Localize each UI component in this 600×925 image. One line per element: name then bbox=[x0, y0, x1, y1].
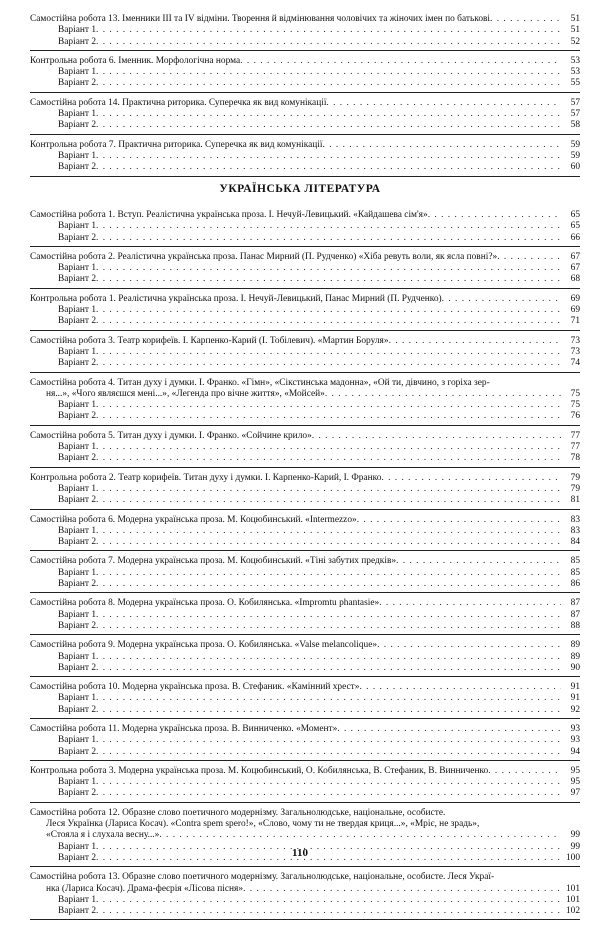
entry-title: Варіант 2 bbox=[58, 495, 97, 506]
toc-entry-title-row bbox=[30, 515, 580, 526]
variant-row bbox=[30, 537, 580, 548]
variant-row bbox=[30, 526, 580, 537]
dot-leader bbox=[497, 252, 561, 263]
entry-page: 78 bbox=[570, 453, 580, 464]
variant-row bbox=[30, 663, 580, 674]
entry-page: 69 bbox=[570, 293, 580, 304]
toc-entry-title-row bbox=[30, 682, 580, 693]
entry-title: Самостійна робота 8. Модерна українська проза. О. Кобилянська. «Impromtu phantasie» bbox=[30, 598, 380, 609]
variant-row bbox=[30, 305, 580, 316]
entry-page: 79 bbox=[570, 483, 580, 494]
dot-leader bbox=[96, 621, 561, 632]
dot-leader bbox=[490, 14, 561, 25]
toc-entry bbox=[30, 682, 580, 719]
toc-entry-title-row bbox=[30, 56, 580, 67]
toc-entry bbox=[30, 336, 580, 373]
entry-title: Контрольна робота 2. Театр корифеїв. Титан духу і думки. І. Карпенко-Карий, І. Франко bbox=[30, 472, 382, 483]
toc-entry-title-row bbox=[30, 252, 580, 263]
entry-title: Варіант 1 bbox=[58, 67, 97, 78]
entry-title: Варіант 1 bbox=[58, 109, 97, 120]
dot-leader bbox=[96, 221, 561, 232]
variant-row bbox=[30, 777, 580, 788]
dot-leader bbox=[442, 294, 561, 305]
dot-leader bbox=[96, 735, 561, 746]
entry-page: 73 bbox=[570, 346, 580, 357]
toc-entry bbox=[30, 473, 580, 510]
entry-title: Самостійна робота 10. Модерна українська проза. В. Стефаник. «Камінний хрест» bbox=[30, 682, 360, 693]
entry-title: Варіант 1 bbox=[58, 777, 97, 788]
entry-page: 73 bbox=[570, 335, 580, 346]
entry-title: Варіант 1 bbox=[58, 609, 97, 620]
entry-title: Варіант 1 bbox=[58, 525, 97, 536]
literature-toc-list bbox=[30, 210, 580, 925]
entry-title: «Стояла я і слухала весну...» bbox=[46, 830, 160, 841]
entry-title: Варіант 1 bbox=[58, 221, 97, 232]
variant-row bbox=[30, 67, 580, 78]
entry-title: ня...», «Чого являєшся мені...», «Легенда про вічне життя», «Мойсей» bbox=[46, 388, 325, 399]
variant-row bbox=[30, 495, 580, 506]
variant-row bbox=[30, 316, 580, 327]
dot-leader bbox=[379, 598, 561, 609]
entry-title: Варіант 2 bbox=[58, 316, 97, 327]
entry-title: Варіант 2 bbox=[58, 274, 97, 285]
entry-page: 100 bbox=[565, 852, 580, 863]
toc-entry-title-row bbox=[30, 14, 580, 25]
dot-leader bbox=[337, 724, 561, 735]
dot-leader bbox=[96, 495, 561, 506]
dot-leader bbox=[96, 316, 561, 327]
dot-leader bbox=[96, 109, 561, 120]
toc-entry bbox=[30, 515, 580, 552]
entry-title: Варіант 2 bbox=[58, 746, 97, 757]
toc-entry bbox=[30, 766, 580, 803]
dot-leader bbox=[96, 906, 561, 917]
toc-entry-title-row bbox=[30, 336, 580, 347]
variant-row bbox=[30, 442, 580, 453]
variant-row bbox=[30, 162, 580, 173]
dot-leader bbox=[96, 610, 561, 621]
toc-entry bbox=[30, 378, 580, 426]
dot-leader bbox=[96, 233, 561, 244]
entry-title: Самостійна робота 6. Модерна українська проза. М. Коцюбинський. «Intermezzo» bbox=[30, 514, 357, 525]
dot-leader bbox=[96, 693, 561, 704]
variant-row bbox=[30, 411, 580, 422]
dot-leader bbox=[96, 25, 561, 36]
variant-row bbox=[30, 109, 580, 120]
entry-page: 89 bbox=[570, 651, 580, 662]
variant-row bbox=[30, 25, 580, 36]
variant-row bbox=[30, 37, 580, 48]
entry-page: 95 bbox=[570, 777, 580, 788]
dot-leader bbox=[96, 347, 561, 358]
entry-page: 51 bbox=[570, 14, 580, 24]
variant-row bbox=[30, 895, 580, 906]
entry-title: Контрольна робота 1. Реалістична українська проза. І. Нечуй-Левицький, Панас Мирний (П. Рудченко) bbox=[30, 293, 442, 304]
variant-row bbox=[30, 358, 580, 369]
variant-row bbox=[30, 78, 580, 89]
variant-row bbox=[30, 579, 580, 590]
entry-title: Варіант 2 bbox=[58, 78, 97, 89]
dot-leader bbox=[357, 515, 561, 526]
variant-row bbox=[30, 151, 580, 162]
entry-page: 99 bbox=[570, 830, 580, 841]
variant-row bbox=[30, 621, 580, 632]
dot-leader bbox=[396, 556, 561, 567]
dot-leader bbox=[159, 830, 561, 841]
dot-leader bbox=[96, 78, 561, 89]
entry-page: 51 bbox=[570, 25, 580, 36]
entry-page: 59 bbox=[570, 150, 580, 161]
entry-title: Варіант 1 bbox=[58, 735, 97, 746]
dot-leader bbox=[243, 884, 561, 895]
entry-page: 85 bbox=[570, 567, 580, 578]
variant-row bbox=[30, 652, 580, 663]
entry-title: Варіант 2 bbox=[58, 579, 97, 590]
entry-title: Самостійна робота 7. Модерна українська проза. М. Коцюбинський. «Тіні забутих предків» bbox=[30, 556, 397, 567]
variant-row bbox=[30, 705, 580, 716]
toc-entry bbox=[30, 724, 580, 761]
entry-title: Контрольна робота 3. Модерна українська проза. М. Коцюбинський, О. Кобилянська, В. Стефаник, В. Винниченко bbox=[30, 765, 489, 776]
entry-page: 60 bbox=[570, 162, 580, 173]
entry-page: 71 bbox=[570, 316, 580, 327]
entry-page: 87 bbox=[570, 609, 580, 620]
entry-page: 75 bbox=[570, 388, 580, 399]
entry-page: 102 bbox=[565, 906, 580, 917]
entry-title: Варіант 2 bbox=[58, 358, 97, 369]
toc-entry bbox=[30, 598, 580, 635]
entry-title: Варіант 1 bbox=[58, 25, 97, 36]
toc-entry bbox=[30, 556, 580, 593]
dot-leader bbox=[96, 652, 561, 663]
entry-page: 91 bbox=[570, 682, 580, 693]
entry-page: 68 bbox=[570, 274, 580, 285]
entry-page: 101 bbox=[565, 883, 580, 894]
toc-entry-title-row bbox=[30, 98, 580, 109]
entry-title: Самостійна робота 3. Театр корифеїв. І. Карпенко-Карий (І. Тобілевич). «Мартин Боруля» bbox=[30, 335, 389, 346]
entry-page: 81 bbox=[570, 495, 580, 506]
dot-leader bbox=[96, 162, 561, 173]
entry-page: 91 bbox=[570, 693, 580, 704]
entry-title: Самостійна робота 11. Модерна українська проза. В. Винниченко. «Момент» bbox=[30, 723, 338, 734]
variant-row bbox=[30, 453, 580, 464]
entry-title: Варіант 2 bbox=[58, 788, 97, 799]
dot-leader bbox=[96, 705, 561, 716]
entry-page: 95 bbox=[570, 765, 580, 776]
dot-leader bbox=[96, 358, 561, 369]
dot-leader bbox=[96, 400, 561, 411]
variant-row bbox=[30, 788, 580, 799]
entry-page: 86 bbox=[570, 579, 580, 590]
entry-title: Варіант 1 bbox=[58, 894, 97, 905]
toc-entry-title-row bbox=[30, 140, 580, 151]
entry-page: 97 bbox=[570, 788, 580, 799]
entry-page: 58 bbox=[570, 120, 580, 131]
dot-leader bbox=[377, 640, 561, 651]
entry-page: 75 bbox=[570, 400, 580, 411]
variant-row bbox=[30, 735, 580, 746]
dot-leader bbox=[96, 442, 561, 453]
entry-page: 66 bbox=[570, 232, 580, 243]
page-number: 110 bbox=[292, 847, 308, 859]
entry-page: 93 bbox=[570, 735, 580, 746]
entry-title: Варіант 2 bbox=[58, 852, 97, 863]
dot-leader bbox=[389, 336, 561, 347]
toc-entry-title-row bbox=[30, 766, 580, 777]
entry-title: Варіант 2 bbox=[58, 162, 97, 173]
toc-entry bbox=[30, 431, 580, 468]
dot-leader bbox=[96, 305, 561, 316]
variant-row bbox=[30, 233, 580, 244]
entry-page: 77 bbox=[570, 442, 580, 453]
entry-title-line: Самостійна робота 13. Образне слово поетичного модернізму. Загальнолюдське, національне, особисте. Леся Украї- bbox=[30, 872, 495, 883]
toc-entry-title-row bbox=[30, 294, 580, 305]
entry-title: Варіант 1 bbox=[58, 567, 97, 578]
dot-leader bbox=[96, 274, 561, 285]
dot-leader bbox=[96, 788, 561, 799]
dot-leader bbox=[323, 140, 562, 151]
toc-entry-title-row bbox=[30, 884, 580, 895]
dot-leader bbox=[96, 37, 561, 48]
dot-leader bbox=[96, 120, 561, 131]
entry-page: 67 bbox=[570, 251, 580, 262]
entry-page: 65 bbox=[570, 221, 580, 232]
entry-page: 52 bbox=[570, 36, 580, 47]
entry-title: Варіант 1 bbox=[58, 150, 97, 161]
entry-title: Варіант 1 bbox=[58, 651, 97, 662]
entry-title: Самостійна робота 9. Модерна українська проза. О. Кобилянська. «Valse melancolique» bbox=[30, 640, 378, 651]
toc-entry-title-row bbox=[30, 640, 580, 651]
dot-leader bbox=[96, 895, 561, 906]
dot-leader bbox=[359, 682, 561, 693]
dot-leader bbox=[96, 67, 561, 78]
entry-page: 87 bbox=[570, 598, 580, 609]
dot-leader bbox=[96, 453, 561, 464]
entry-page: 85 bbox=[570, 556, 580, 567]
entry-title: Варіант 2 bbox=[58, 704, 97, 715]
variant-row bbox=[30, 484, 580, 495]
entry-page: 101 bbox=[565, 894, 580, 905]
entry-title: Самостійна робота 1. Вступ. Реалістична українська проза. І. Нечуй-Левицький. «Кайдашева сім'я» bbox=[30, 210, 428, 220]
entry-page: 88 bbox=[570, 620, 580, 631]
entry-page: 83 bbox=[570, 514, 580, 525]
entry-page: 74 bbox=[570, 358, 580, 369]
entry-title: нка (Лариса Косач). Драма-феєрія «Лісова пісня» bbox=[46, 883, 244, 894]
entry-title: Варіант 1 bbox=[58, 841, 97, 852]
dot-leader bbox=[96, 484, 561, 495]
dot-leader bbox=[312, 431, 561, 442]
entry-page: 77 bbox=[570, 430, 580, 441]
dot-leader bbox=[96, 568, 561, 579]
dot-leader bbox=[96, 663, 561, 674]
toc-entry-title-row bbox=[30, 473, 580, 484]
variant-row bbox=[30, 693, 580, 704]
entry-title: Варіант 1 bbox=[58, 483, 97, 494]
toc-entry bbox=[30, 210, 580, 247]
entry-title: Самостійна робота 2. Реалістична українська проза. Панас Мирний (П. Рудченко) «Хіба ревуть воли, як ясла повні?» bbox=[30, 251, 498, 262]
language-toc-list bbox=[30, 14, 580, 182]
variant-row bbox=[30, 747, 580, 758]
dot-leader bbox=[96, 537, 561, 548]
toc-entry bbox=[30, 872, 580, 920]
toc-entry-title-row bbox=[30, 389, 580, 400]
entry-title-line: Леся Українка (Лариса Косач). «Contra spem spero!», «Слово, чому ти не твердая криця...», «Мріє, не зрадь», bbox=[46, 819, 480, 830]
entry-title: Варіант 2 bbox=[58, 411, 97, 422]
entry-title: Варіант 1 bbox=[58, 305, 97, 316]
toc-entry-title-row bbox=[30, 724, 580, 735]
entry-page: 99 bbox=[570, 841, 580, 852]
entry-page: 67 bbox=[570, 263, 580, 274]
variant-row bbox=[30, 906, 580, 917]
variant-row bbox=[30, 347, 580, 358]
dot-leader bbox=[381, 473, 561, 484]
dot-leader bbox=[428, 210, 561, 221]
entry-page: 84 bbox=[570, 537, 580, 548]
variant-row bbox=[30, 568, 580, 579]
toc-entry-title-row bbox=[30, 830, 580, 841]
toc-entry bbox=[30, 294, 580, 331]
toc-entry bbox=[30, 56, 580, 93]
entry-title: Варіант 2 bbox=[58, 620, 97, 631]
entry-title: Варіант 2 bbox=[58, 232, 97, 243]
entry-title-line: Самостійна робота 12. Образне слово поетичного модернізму. Загальнолюдське, національне, особисте. bbox=[30, 807, 446, 818]
dot-leader bbox=[96, 747, 561, 758]
toc-entry bbox=[30, 640, 580, 677]
toc-entry-title-row bbox=[30, 210, 580, 221]
entry-title: Самостійна робота 14. Практична риторика. Суперечка як вид комунікації bbox=[30, 97, 327, 108]
toc-entry bbox=[30, 98, 580, 135]
dot-leader bbox=[96, 263, 561, 274]
dot-leader bbox=[326, 98, 561, 109]
entry-title: Варіант 2 bbox=[58, 537, 97, 548]
variant-row bbox=[30, 221, 580, 232]
entry-title-line: Самостійна робота 4. Титан духу і думки. І. Франко. «Гімн», «Сікстинська мадонна», «Ой ти, дівчино, з горіха зер- bbox=[30, 377, 490, 388]
entry-page: 89 bbox=[570, 640, 580, 651]
entry-page: 53 bbox=[570, 55, 580, 66]
entry-page: 57 bbox=[570, 97, 580, 108]
entry-page: 55 bbox=[570, 78, 580, 89]
toc-entry bbox=[30, 252, 580, 289]
entry-title: Варіант 2 bbox=[58, 36, 97, 47]
dot-leader bbox=[240, 56, 561, 67]
entry-title: Варіант 1 bbox=[58, 346, 97, 357]
toc-entry bbox=[30, 140, 580, 177]
entry-page: 69 bbox=[570, 305, 580, 316]
dot-leader bbox=[96, 411, 561, 422]
entry-title: Варіант 1 bbox=[58, 693, 97, 704]
variant-row bbox=[30, 400, 580, 411]
entry-title: Варіант 2 bbox=[58, 662, 97, 673]
entry-title: Варіант 1 bbox=[58, 400, 97, 411]
entry-page: 65 bbox=[570, 210, 580, 220]
entry-title: Самостійна робота 5. Титан духу і думки. І. Франко. «Сойчине крило» bbox=[30, 430, 312, 441]
dot-leader bbox=[96, 151, 561, 162]
toc-entry-title-row bbox=[30, 431, 580, 442]
variant-row bbox=[30, 274, 580, 285]
entry-page: 76 bbox=[570, 411, 580, 422]
toc-entry bbox=[30, 14, 580, 51]
entry-title: Варіант 2 bbox=[58, 906, 97, 917]
entry-title: Контрольна робота 6. Іменник. Морфологічна норма bbox=[30, 55, 241, 66]
entry-page: 57 bbox=[570, 109, 580, 120]
entry-page: 90 bbox=[570, 662, 580, 673]
entry-page: 83 bbox=[570, 525, 580, 536]
toc-entry-title-row bbox=[30, 598, 580, 609]
entry-page: 93 bbox=[570, 723, 580, 734]
section-heading: УКРАЇНСЬКА ЛІТЕРАТУРА bbox=[219, 183, 381, 195]
entry-page: 53 bbox=[570, 67, 580, 78]
dot-leader bbox=[488, 766, 561, 777]
entry-title: Варіант 2 bbox=[58, 120, 97, 131]
entry-page: 59 bbox=[570, 139, 580, 150]
entry-page: 92 bbox=[570, 704, 580, 715]
entry-page: 94 bbox=[570, 746, 580, 757]
variant-row bbox=[30, 120, 580, 131]
dot-leader bbox=[96, 777, 561, 788]
variant-row bbox=[30, 263, 580, 274]
dot-leader bbox=[325, 389, 561, 400]
entry-title: Самостійна робота 13. Іменники III та IV відміни. Творення й відмінювання чоловічих та жіночих імен по батькові bbox=[30, 14, 491, 24]
entry-page: 79 bbox=[570, 472, 580, 483]
entry-title: Варіант 1 bbox=[58, 263, 97, 274]
entry-title: Контрольна робота 7. Практична риторика. Суперечка як вид комунікації bbox=[30, 139, 323, 150]
toc-entry-title-row bbox=[30, 556, 580, 567]
dot-leader bbox=[96, 579, 561, 590]
variant-row bbox=[30, 610, 580, 621]
entry-title: Варіант 2 bbox=[58, 453, 97, 464]
entry-title: Варіант 1 bbox=[58, 442, 97, 453]
dot-leader bbox=[96, 526, 561, 537]
